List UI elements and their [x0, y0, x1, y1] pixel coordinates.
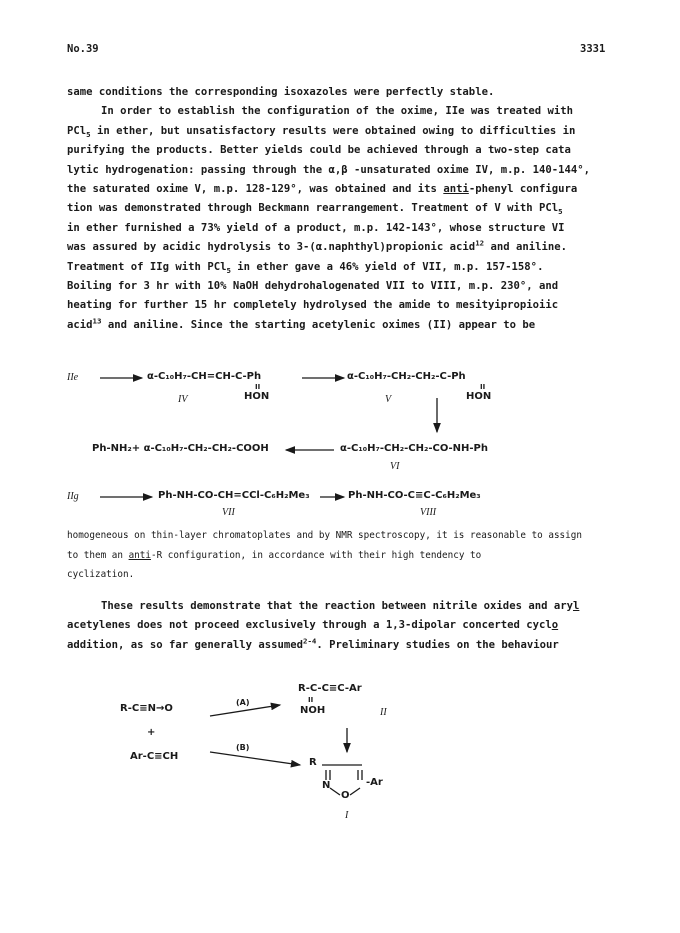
- text-line: in ether furnished a 73% yield of a product, m.p. 142-143°, whose structure VI: [67, 221, 565, 234]
- hydrolysis-products: Ph-NH₂+ α-C₁₀H₇-CH₂-CH₂-COOH: [92, 443, 269, 454]
- text-line: to them an anti-R configuration, in accordance with their high tendency to: [67, 549, 482, 561]
- compound-i-label: I: [345, 810, 349, 821]
- arrow-route-b: [210, 752, 300, 765]
- text-line: cyclization.: [67, 569, 135, 580]
- text-line: These results demonstrate that the reaction between nitrile oxides and aryl: [101, 600, 580, 612]
- compound-viii-formula: Ph-NH-CO-C≡C-C₆H₂Me₃: [348, 490, 481, 501]
- text-line: tion was demonstrated through Beckmann rearrangement. Treatment of V with PCl$_5$: [67, 202, 563, 217]
- compound-ii-formula: R-C-C≡C-Ar: [298, 683, 362, 694]
- running-head-issue: No.39: [67, 43, 99, 55]
- text-line: was assured by acidic hydrolysis to 3-(α.naphthyl)propionic acid$^{12}$ and aniline.: [67, 238, 568, 254]
- compound-v-label: V: [385, 394, 392, 405]
- ring-nitrogen: N: [322, 780, 331, 791]
- compound-vii-label: VII: [222, 507, 235, 518]
- ring-substituent-ar: -Ar: [366, 777, 383, 788]
- ring-oxygen: O: [341, 790, 350, 801]
- nitrile-oxide-formula: R-C≡N→O: [120, 703, 173, 714]
- text-line: Treatment of IIg with PCl$_5$ in ether gave a 46% yield of VII, m.p. 157-158°.: [67, 260, 544, 275]
- text-line: heating for further 15 hr completely hydrolysed the amide to mesityipropioiic: [67, 299, 559, 312]
- compound-iie-label: IIe: [67, 372, 79, 383]
- text-line: same conditions the corresponding isoxazoles were perfectly stable.: [67, 86, 495, 98]
- compound-iv-formula: α-C₁₀H₇-CH=CH-C-Ph: [147, 371, 262, 382]
- compound-iig-label: IIg: [67, 491, 79, 502]
- text-line: addition, as so far generally assumed$^{2-4}$. Preliminary studies on the behaviour: [67, 636, 559, 651]
- compound-iv-label: IV: [178, 394, 188, 405]
- compound-vii-formula: Ph-NH-CO-CH=CCl-C₆H₂Me₃: [158, 490, 310, 501]
- text-line: the saturated oxime V, m.p. 128-129°, was obtained and its anti-phenyl configura: [67, 182, 578, 195]
- compound-v-oxime: HON: [466, 391, 492, 402]
- compound-v-formula: α-C₁₀H₇-CH₂-CH₂-C-Ph: [347, 371, 466, 382]
- page-number: 3331: [580, 43, 606, 55]
- double-bond-mark: II: [255, 383, 261, 391]
- compound-ii-label: II: [380, 707, 387, 718]
- ring-substituent-r: R: [309, 757, 317, 768]
- text-line: homogeneous on thin-layer chromatoplates and by NMR spectroscopy, it is reasonable to assign: [67, 530, 582, 541]
- text-line: In order to establish the configuration of the oxime, IIe was treated with: [101, 105, 573, 118]
- double-bond-mark: II: [480, 383, 486, 391]
- paragraph-mechanism: [67, 597, 615, 655]
- text-line: purifying the products. Better yields could be achieved through a two-step cata: [67, 144, 571, 157]
- compound-vi-label: VI: [390, 461, 400, 472]
- route-a-label: (A): [236, 698, 250, 707]
- compound-vi-formula: α-C₁₀H₇-CH₂-CH₂-CO-NH-Ph: [340, 443, 489, 454]
- text-line: PCl$_5$ in ether, but unsatisfactory results were obtained owing to difficulties in: [67, 124, 576, 139]
- paragraph-configuration-note: [67, 526, 615, 585]
- plus-sign: +: [147, 727, 156, 738]
- text-line: Boiling for 3 hr with 10% NaOH dehydrohalogenated VII to VIII, m.p. 230°, and: [67, 279, 559, 292]
- double-bond-mark: II: [308, 696, 314, 704]
- route-b-label: (B): [236, 743, 250, 752]
- compound-iv-oxime: HON: [244, 391, 270, 402]
- compound-viii-label: VIII: [420, 507, 437, 518]
- arylacetylene-formula: Ar-C≡CH: [130, 751, 179, 762]
- text-line: lytic hydrogenation: passing through the α,β -unsaturated oxime IV, m.p. 140-144°,: [67, 163, 590, 176]
- text-line: acetylenes does not proceed exclusively through a 1,3-dipolar concerted cyclo: [67, 619, 559, 632]
- text-line: acid$^{13}$ and aniline. Since the starting acetylenic oximes (II) appear to be: [67, 316, 536, 331]
- compound-ii-oxime: NOH: [300, 705, 326, 716]
